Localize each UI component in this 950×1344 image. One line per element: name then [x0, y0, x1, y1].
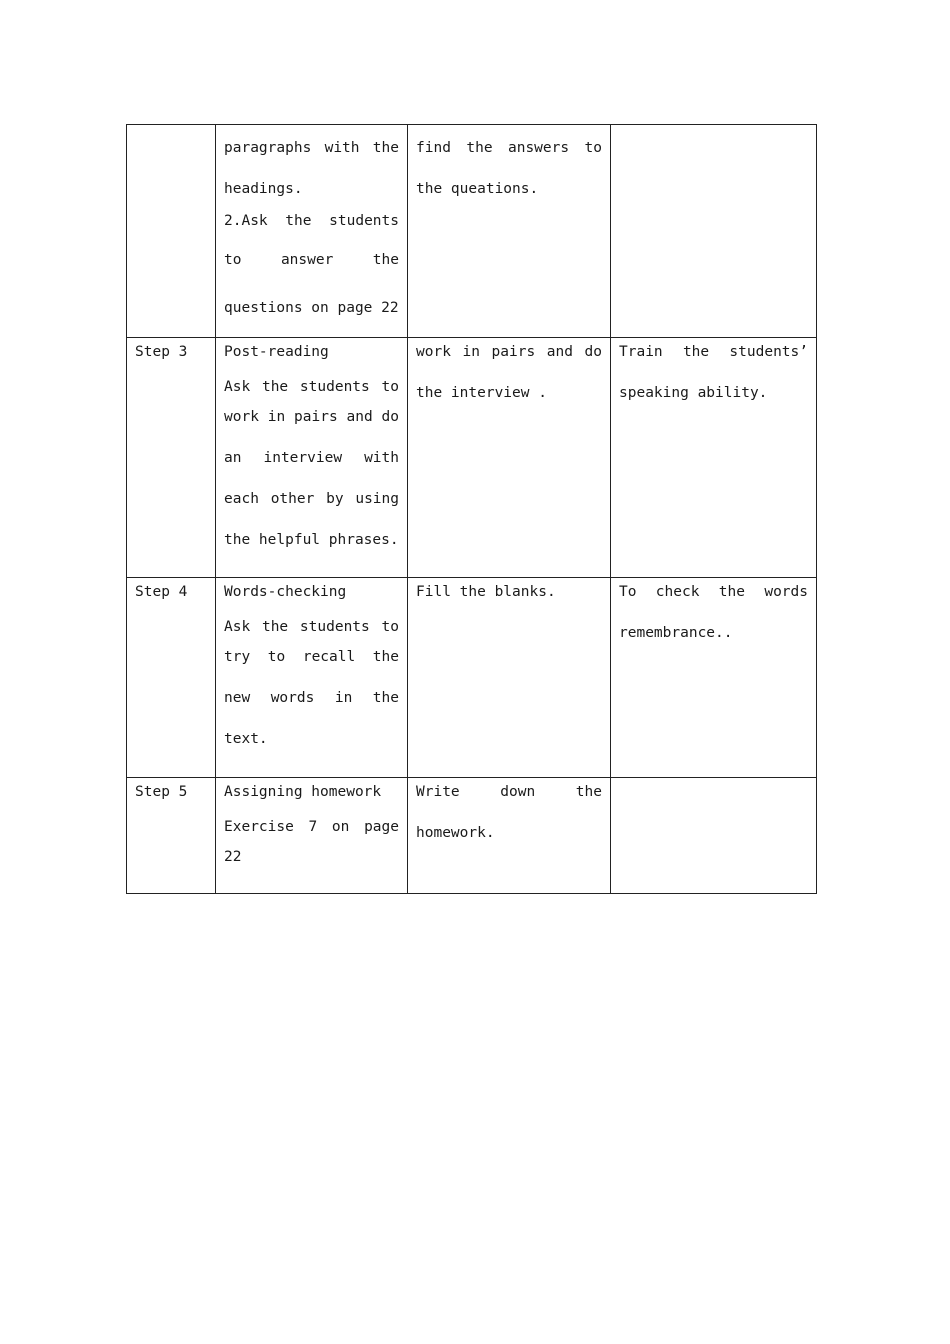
text-line: speaking ability.	[619, 385, 768, 401]
text-line: Ask the students to	[224, 619, 399, 635]
text-line: the queations.	[416, 181, 539, 197]
text-line: find the answers to	[416, 140, 602, 156]
student-activity-cell	[408, 578, 611, 778]
text-line: Train the students’	[619, 344, 808, 360]
text-line: To check the words	[619, 584, 808, 600]
lesson-plan-table	[126, 124, 817, 894]
text-line: homework.	[416, 825, 495, 841]
text-line: an interview with	[224, 450, 399, 466]
text-line: headings.	[224, 181, 303, 197]
teacher-activity-cell	[216, 778, 408, 894]
step-cell	[127, 125, 216, 338]
stage-heading: Assigning homework	[224, 784, 382, 800]
text-line: Ask the students to	[224, 379, 399, 395]
text-line: new words in the	[224, 690, 399, 706]
stage-heading: Post-reading	[224, 344, 329, 360]
text-line: work in pairs and do	[416, 344, 602, 360]
student-activity-cell	[408, 125, 611, 338]
table-row	[127, 578, 817, 778]
student-activity-cell	[408, 778, 611, 894]
text-line: the interview .	[416, 385, 547, 401]
table-row	[127, 338, 817, 578]
purpose-cell	[611, 778, 817, 894]
text-line: Fill the blanks.	[416, 584, 556, 600]
teacher-activity-cell	[216, 125, 408, 338]
purpose-cell	[611, 338, 817, 578]
purpose-cell	[611, 125, 817, 338]
text-line: Write down the	[416, 784, 602, 800]
text-line: to answer the	[224, 252, 399, 268]
text-line: questions on page 22	[224, 300, 399, 316]
teacher-activity-cell	[216, 338, 408, 578]
purpose-cell	[611, 578, 817, 778]
text-line: text.	[224, 731, 268, 747]
step-cell: Step 3	[127, 338, 216, 578]
text-line: 2.Ask the students	[224, 213, 399, 229]
table-row	[127, 125, 817, 338]
text-line: try to recall the	[224, 649, 399, 665]
text-line: paragraphs with the	[224, 140, 399, 156]
step-cell: Step 4	[127, 578, 216, 778]
text-line: the helpful phrases.	[224, 532, 399, 548]
teacher-activity-cell	[216, 578, 408, 778]
text-line: work in pairs and do	[224, 409, 399, 425]
text-line: Exercise 7 on page	[224, 819, 399, 835]
text-line: 22	[224, 849, 242, 865]
step-cell: Step 5	[127, 778, 216, 894]
text-line: remembrance..	[619, 625, 733, 641]
stage-heading: Words-checking	[224, 584, 347, 600]
student-activity-cell	[408, 338, 611, 578]
table-row	[127, 778, 817, 894]
text-line: each other by using	[224, 491, 399, 507]
